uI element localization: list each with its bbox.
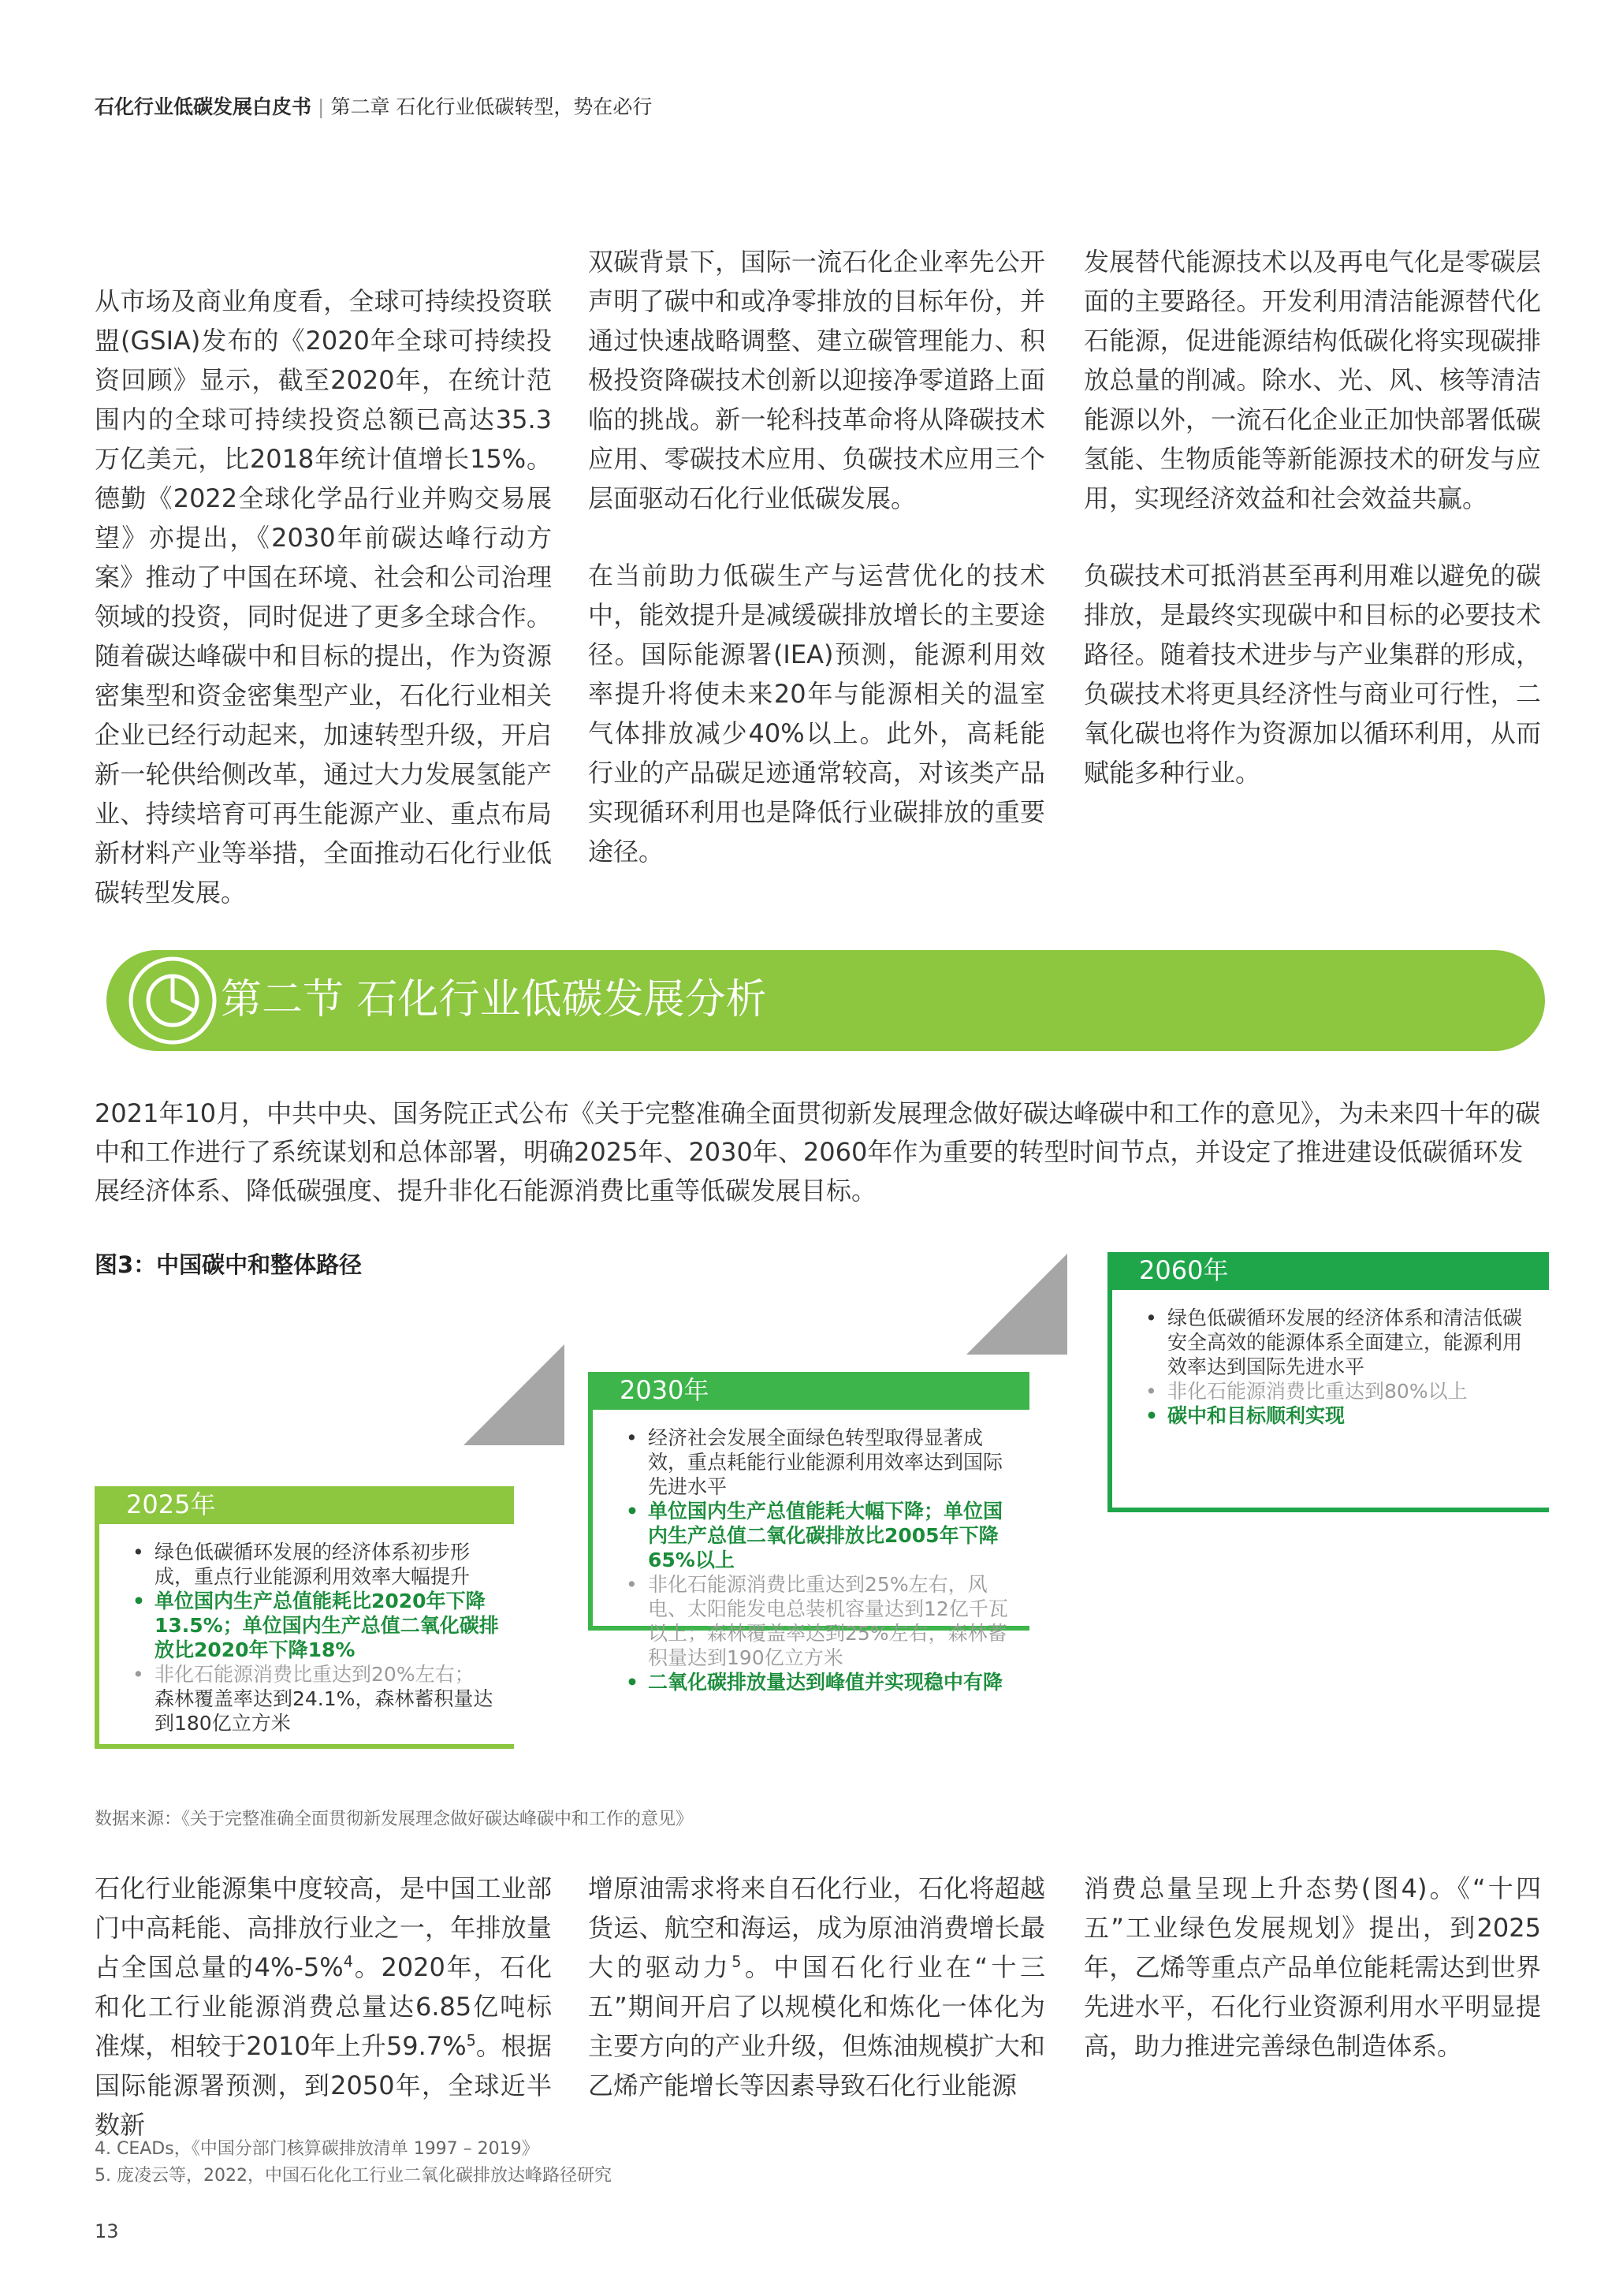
paragraph: [588, 1869, 1045, 2105]
paragraph: [95, 1869, 552, 2145]
footnote-ref[interactable]: 5: [731, 1952, 742, 1971]
list-item: • 碳中和目标顺利实现: [1139, 1403, 1541, 1428]
paragraph: 负碳技术可抵消甚至再利用难以避免的碳排放，是最终实现碳中和目标的必要技术路径。随着技术进步与产业集群的形成，负碳技术将更具经济性与商业可行性，二氧化碳也将作为资源加以循环利用，从而赋能多种行业。: [1084, 561, 1541, 788]
text-run: 增原油需求将来自石化行业，石化将超越货运、航空和海运，成为原油消费增长最大的驱动力: [588, 1873, 1045, 1982]
paragraph: 消费总量呈现上升态势(图4)。《“十四五”工业绿色发展规划》提出，到2025年，乙烯等重点产品单位能耗需达到世界先进水平，石化行业资源利用水平明显提高，助力推进完善绿色制造体系。: [1084, 1873, 1541, 2061]
bottom-column-3: [1084, 1869, 1541, 2066]
list-item: • 二氧化碳排放量达到峰值并实现稳中有降: [620, 1670, 1022, 1694]
footnote-ref[interactable]: 5: [466, 2031, 476, 2050]
bottom-column-2: [588, 1869, 1045, 2105]
stage-2060-box: [1107, 1290, 1549, 1512]
pie-chart-icon: [128, 956, 218, 1046]
section-title: 第二节 石化行业低碳发展分析: [221, 976, 767, 1023]
header-chapter: 第二章 石化行业低碳转型，势在必行: [330, 95, 653, 118]
section-intro: 2021年10月，中共中央、国务院正式公布《关于完整准确全面贯彻新发展理念做好碳达峰碳中和工作的意见》，为未来四十年的碳中和工作进行了系统谋划和总体部署，明确2025年、2030年、2060年作为重要的转型时间节点，并设定了推进建设低碳循环发展经济体系、降低碳强度、提升非化石能源消费比重等低碳发展目标。: [95, 1098, 1541, 1206]
running-header: [95, 91, 652, 120]
list-item: • 绿色低碳循环发展的经济体系初步形成，重点行业能源利用效率大幅提升: [126, 1540, 506, 1589]
stage-2025-header: 2025年: [95, 1486, 514, 1524]
paragraph: 双碳背景下，国际一流石化企业率先公开声明了碳中和或净零排放的目标年份，并通过快速战略调整、建立碳管理能力、积极投资降碳技术创新以迎接净零道路上面临的挑战。新一轮科技革命将从降碳技术应用、零碳技术应用、负碳技术应用三个层面驱动石化行业低碳发展。: [588, 247, 1045, 513]
figure-source: 数据来源：《关于完整准确全面贯彻新发展理念做好碳达峰碳中和工作的意见》: [95, 1810, 694, 1829]
list-item: • 非化石能源消费比重达到25%左右，风电、太阳能发电总装机容量达到12亿千瓦以上；森林覆盖率达到25%左右，森林蓄积量达到190亿立方米: [620, 1572, 1022, 1670]
footnote-ref[interactable]: 4: [343, 1952, 353, 1971]
text-run: 。2020年，石化和化工行业能源消费总量达6.85亿吨标准煤，相较于2010年上升59.7%: [95, 1952, 552, 2061]
paragraph: 发展替代能源技术以及再电气化是零碳层面的主要路径。开发利用清洁能源替代化石能源，促进能源结构低碳化将实现碳排放总量的削减。除水、光、风、核等清洁能源以外，一流石化企业正加快部署低碳氢能、生物质能等新能源技术的研发与应用，实现经济效益和社会效益共赢。: [1084, 247, 1541, 513]
stage-2025-box: [95, 1524, 514, 1749]
list-item: • 经济社会发展全面绿色转型取得显著成效，重点耗能行业能源利用效率达到国际先进水平: [620, 1426, 1022, 1499]
footnote-5: 5. 庞凌云等，2022，中国石化化工行业二氧化碳排放达峰路径研究: [95, 2166, 612, 2186]
arrow-step-2: [966, 1254, 1067, 1355]
list-item: • 绿色低碳循环发展的经济体系和清洁低碳安全高效的能源体系全面建立，能源利用效率达到国际先进水平: [1139, 1306, 1541, 1379]
footnote-4: 4. CEADs，《中国分部门核算碳排放清单 1997 – 2019》: [95, 2139, 539, 2159]
list-item: • 单位国内生产总值能耗比2020年下降13.5%；单位国内生产总值二氧化碳排放比2020年下降18%: [126, 1589, 506, 1662]
list-item-continuation: 森林覆盖率达到24.1%，森林蓄积量达到180亿立方米: [154, 1687, 493, 1735]
stage-2060-header: 2060年: [1107, 1252, 1549, 1290]
top-column-3: [1084, 242, 1541, 792]
page-number: 13: [95, 2220, 119, 2242]
bottom-column-1: [95, 1869, 552, 2145]
paragraph: 在当前助力低碳生产与运营优化的技术中，能效提升是减缓碳排放增长的主要途径。国际能源署(IEA)预测，能源利用效率提升将使未来20年与能源相关的温室气体排放减少40%以上。此外，高耗能行业的产品碳足迹通常较高，对该类产品实现循环利用也是降低行业碳排放的重要途径。: [588, 561, 1045, 867]
arrow-step-1: [463, 1344, 564, 1445]
list-item: • 单位国内生产总值能耗大幅下降；单位国内生产总值二氧化碳排放比2005年下降65%以上: [620, 1499, 1022, 1572]
header-book-title: 石化行业低碳发展白皮书: [95, 95, 312, 118]
paragraph: 从市场及商业角度看，全球可持续投资联盟(GSIA)发布的《2020年全球可持续投资回顾》显示，截至2020年，在统计范围内的全球可持续投资总额已高达35.3万亿美元，比2018年统计值增长15%。德勤《2022全球化学品行业并购交易展望》亦提出，《2030年前碳达峰行动方案》推动了中国在环境、社会和公司治理领域的投资，同时促进了更多全球合作。随着碳达峰碳中和目标的提出，作为资源密集型和资金密集型产业，石化行业相关企业已经行动起来，加速转型升级，开启新一轮供给侧改革，通过大力发展氢能产业、持续培育可再生能源产业、重点布局新材料产业等举措，全面推动石化行业低碳转型发展。: [95, 286, 552, 908]
stage-2030-box: [588, 1410, 1029, 1694]
figure-title: 图3：中国碳中和整体路径: [95, 1251, 363, 1278]
list-item: • 非化石能源消费比重达到20%左右；: [126, 1662, 506, 1687]
text-run: 。中国石化行业在“十三五”期间开启了以规模化和炼化一体化为主要方向的产业升级，但炼油规模扩大和乙烯产能增长等因素导致石化行业能源: [588, 1952, 1045, 2100]
text-run: 。根据国际能源署预测，到2050年，全球近半数新: [95, 2031, 552, 2140]
header-separator: |: [318, 95, 325, 118]
stage-2030-header: 2030年: [588, 1372, 1029, 1410]
top-column-2: [588, 242, 1045, 871]
top-column-1: [95, 281, 552, 912]
list-item: • 非化石能源消费比重达到80%以上: [1139, 1379, 1541, 1403]
text-run: 石化行业能源集中度较高，是中国工业部门中高耗能、高排放行业之一，年排放量占全国总量的4%-5%: [95, 1873, 552, 1982]
